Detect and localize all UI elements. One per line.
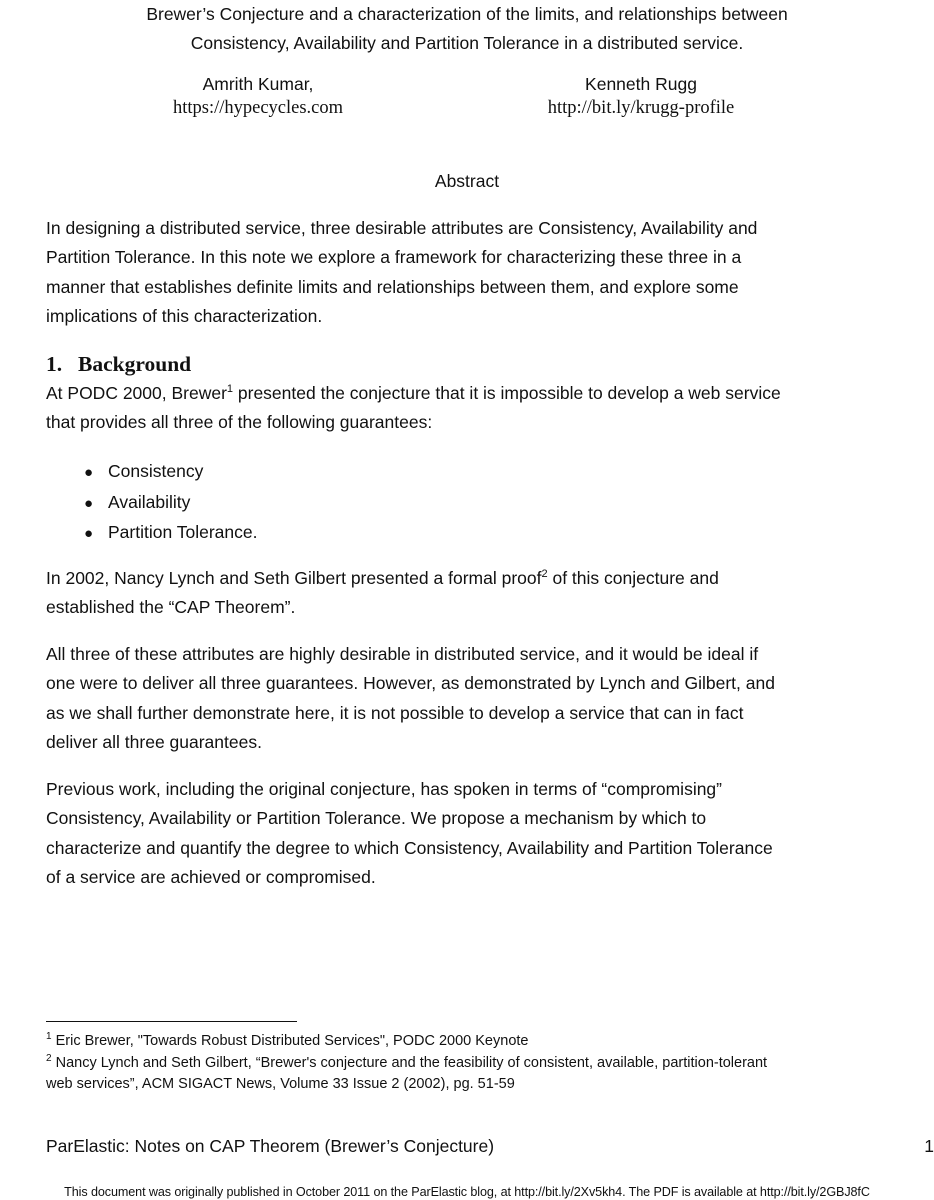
abstract-line: Partition Tolerance. In this note we explore a framework for characterizing these three in a (46, 247, 742, 268)
section-title: Background (78, 352, 192, 376)
page-footer-title: ParElastic: Notes on CAP Theorem (Brewer’s Conjecture) (46, 1136, 495, 1156)
list-item (84, 487, 258, 518)
abstract-heading: Abstract (434, 171, 500, 191)
author-url[interactable]: https://hypecycles.com (172, 98, 344, 118)
desirability-paragraph (46, 640, 866, 757)
section-heading (46, 350, 191, 378)
list-item-text: Availability (108, 491, 191, 512)
footnote-text: Eric Brewer, "Towards Robust Distributed Services", PODC 2000 Keynote (51, 1033, 529, 1049)
footnotes (46, 1031, 866, 1096)
paragraph-line: All three of these attributes are highly desirable in distributed service, and it would be ideal if (46, 644, 759, 664)
paragraph-line (46, 564, 866, 593)
paragraph-line: one were to deliver all three guarantees. However, as demonstrated by Lynch and Gilbert, and (46, 673, 775, 694)
section-number: 1. (46, 352, 63, 376)
bullet-icon: ● (84, 525, 94, 542)
text-span: In 2002, Nancy Lynch and Seth Gilbert presented a formal proof (46, 568, 542, 588)
paragraph-line: deliver all three guarantees. (46, 731, 262, 752)
author-block-1 (98, 72, 418, 120)
paragraph-line: characterize and quantify the degree to which Consistency, Availability and Partition Tolerance (46, 837, 773, 858)
cap-theorem-paragraph (46, 564, 866, 623)
author-name: Amrith Kumar, (202, 74, 314, 94)
paragraph-line: that provides all three of the following guarantees: (46, 412, 433, 433)
page-number: 1 (924, 1136, 934, 1156)
paragraph-line: Consistency, Availability or Partition Tolerance. We propose a mechanism by which to (46, 808, 707, 829)
footnote-mark: 1 (46, 1031, 52, 1043)
abstract-line: In designing a distributed service, three desirable attributes are Consistency, Availability and (46, 218, 758, 238)
paragraph-line: established the “CAP Theorem”. (46, 597, 296, 618)
document-title (60, 0, 874, 58)
abstract-line: manner that establishes definite limits and relationships between them, and explore some (46, 276, 739, 297)
title-line-1: Brewer’s Conjecture and a characterization of the limits, and relationships between (146, 4, 788, 24)
list-item-text: Partition Tolerance. (108, 522, 258, 542)
footnote-2 (46, 1053, 866, 1075)
background-intro-paragraph (46, 379, 866, 438)
list-item (84, 517, 258, 548)
abstract-line: implications of this characterization. (46, 305, 323, 326)
author-block-2 (481, 72, 801, 120)
author-url[interactable]: http://bit.ly/krugg-profile (547, 98, 735, 118)
footnote-text: Nancy Lynch and Seth Gilbert, “Brewer's conjecture and the feasibility of consistent, available, partition-tolerant (51, 1054, 768, 1071)
paragraph-line: of a service are achieved or compromised. (46, 866, 376, 887)
author-name: Kenneth Rugg (585, 74, 697, 94)
guarantee-list (84, 456, 258, 548)
text-span: of this conjecture and (547, 568, 719, 588)
title-line-2: Consistency, Availability and Partition Tolerance in a distributed service. (190, 33, 744, 53)
footnote-2-continuation: web services”, ACM SIGACT News, Volume 33 Issue 2 (2002), pg. 51-59 (46, 1076, 515, 1092)
bullet-icon: ● (84, 494, 94, 512)
footnote-ref-2[interactable]: 2 (541, 568, 548, 581)
footnote-divider (46, 1021, 297, 1022)
bullet-icon: ● (84, 464, 94, 481)
text-span: presented the conjecture that it is impossible to develop a web service (233, 383, 781, 403)
list-item (84, 456, 258, 487)
abstract-paragraph (46, 214, 866, 331)
footnote-mark: 2 (46, 1052, 52, 1064)
list-item-text: Consistency (108, 461, 204, 481)
paragraph-line (46, 379, 866, 408)
paragraph-line: Previous work, including the original conjecture, has spoken in terms of “compromising” (46, 779, 722, 799)
footnote-1 (46, 1031, 866, 1053)
publication-note: This document was originally published in October 2011 on the ParElastic blog, at http://bit.ly/2Xv5kh4. The PDF is available at http://bit.ly/2GBJ8fC (64, 1185, 870, 1199)
previous-work-paragraph (46, 775, 866, 892)
text-span: At PODC 2000, Brewer (46, 383, 227, 403)
footnote-ref-1[interactable]: 1 (226, 383, 234, 396)
paragraph-line: as we shall further demonstrate here, it is not possible to develop a service that can in fact (46, 702, 744, 723)
